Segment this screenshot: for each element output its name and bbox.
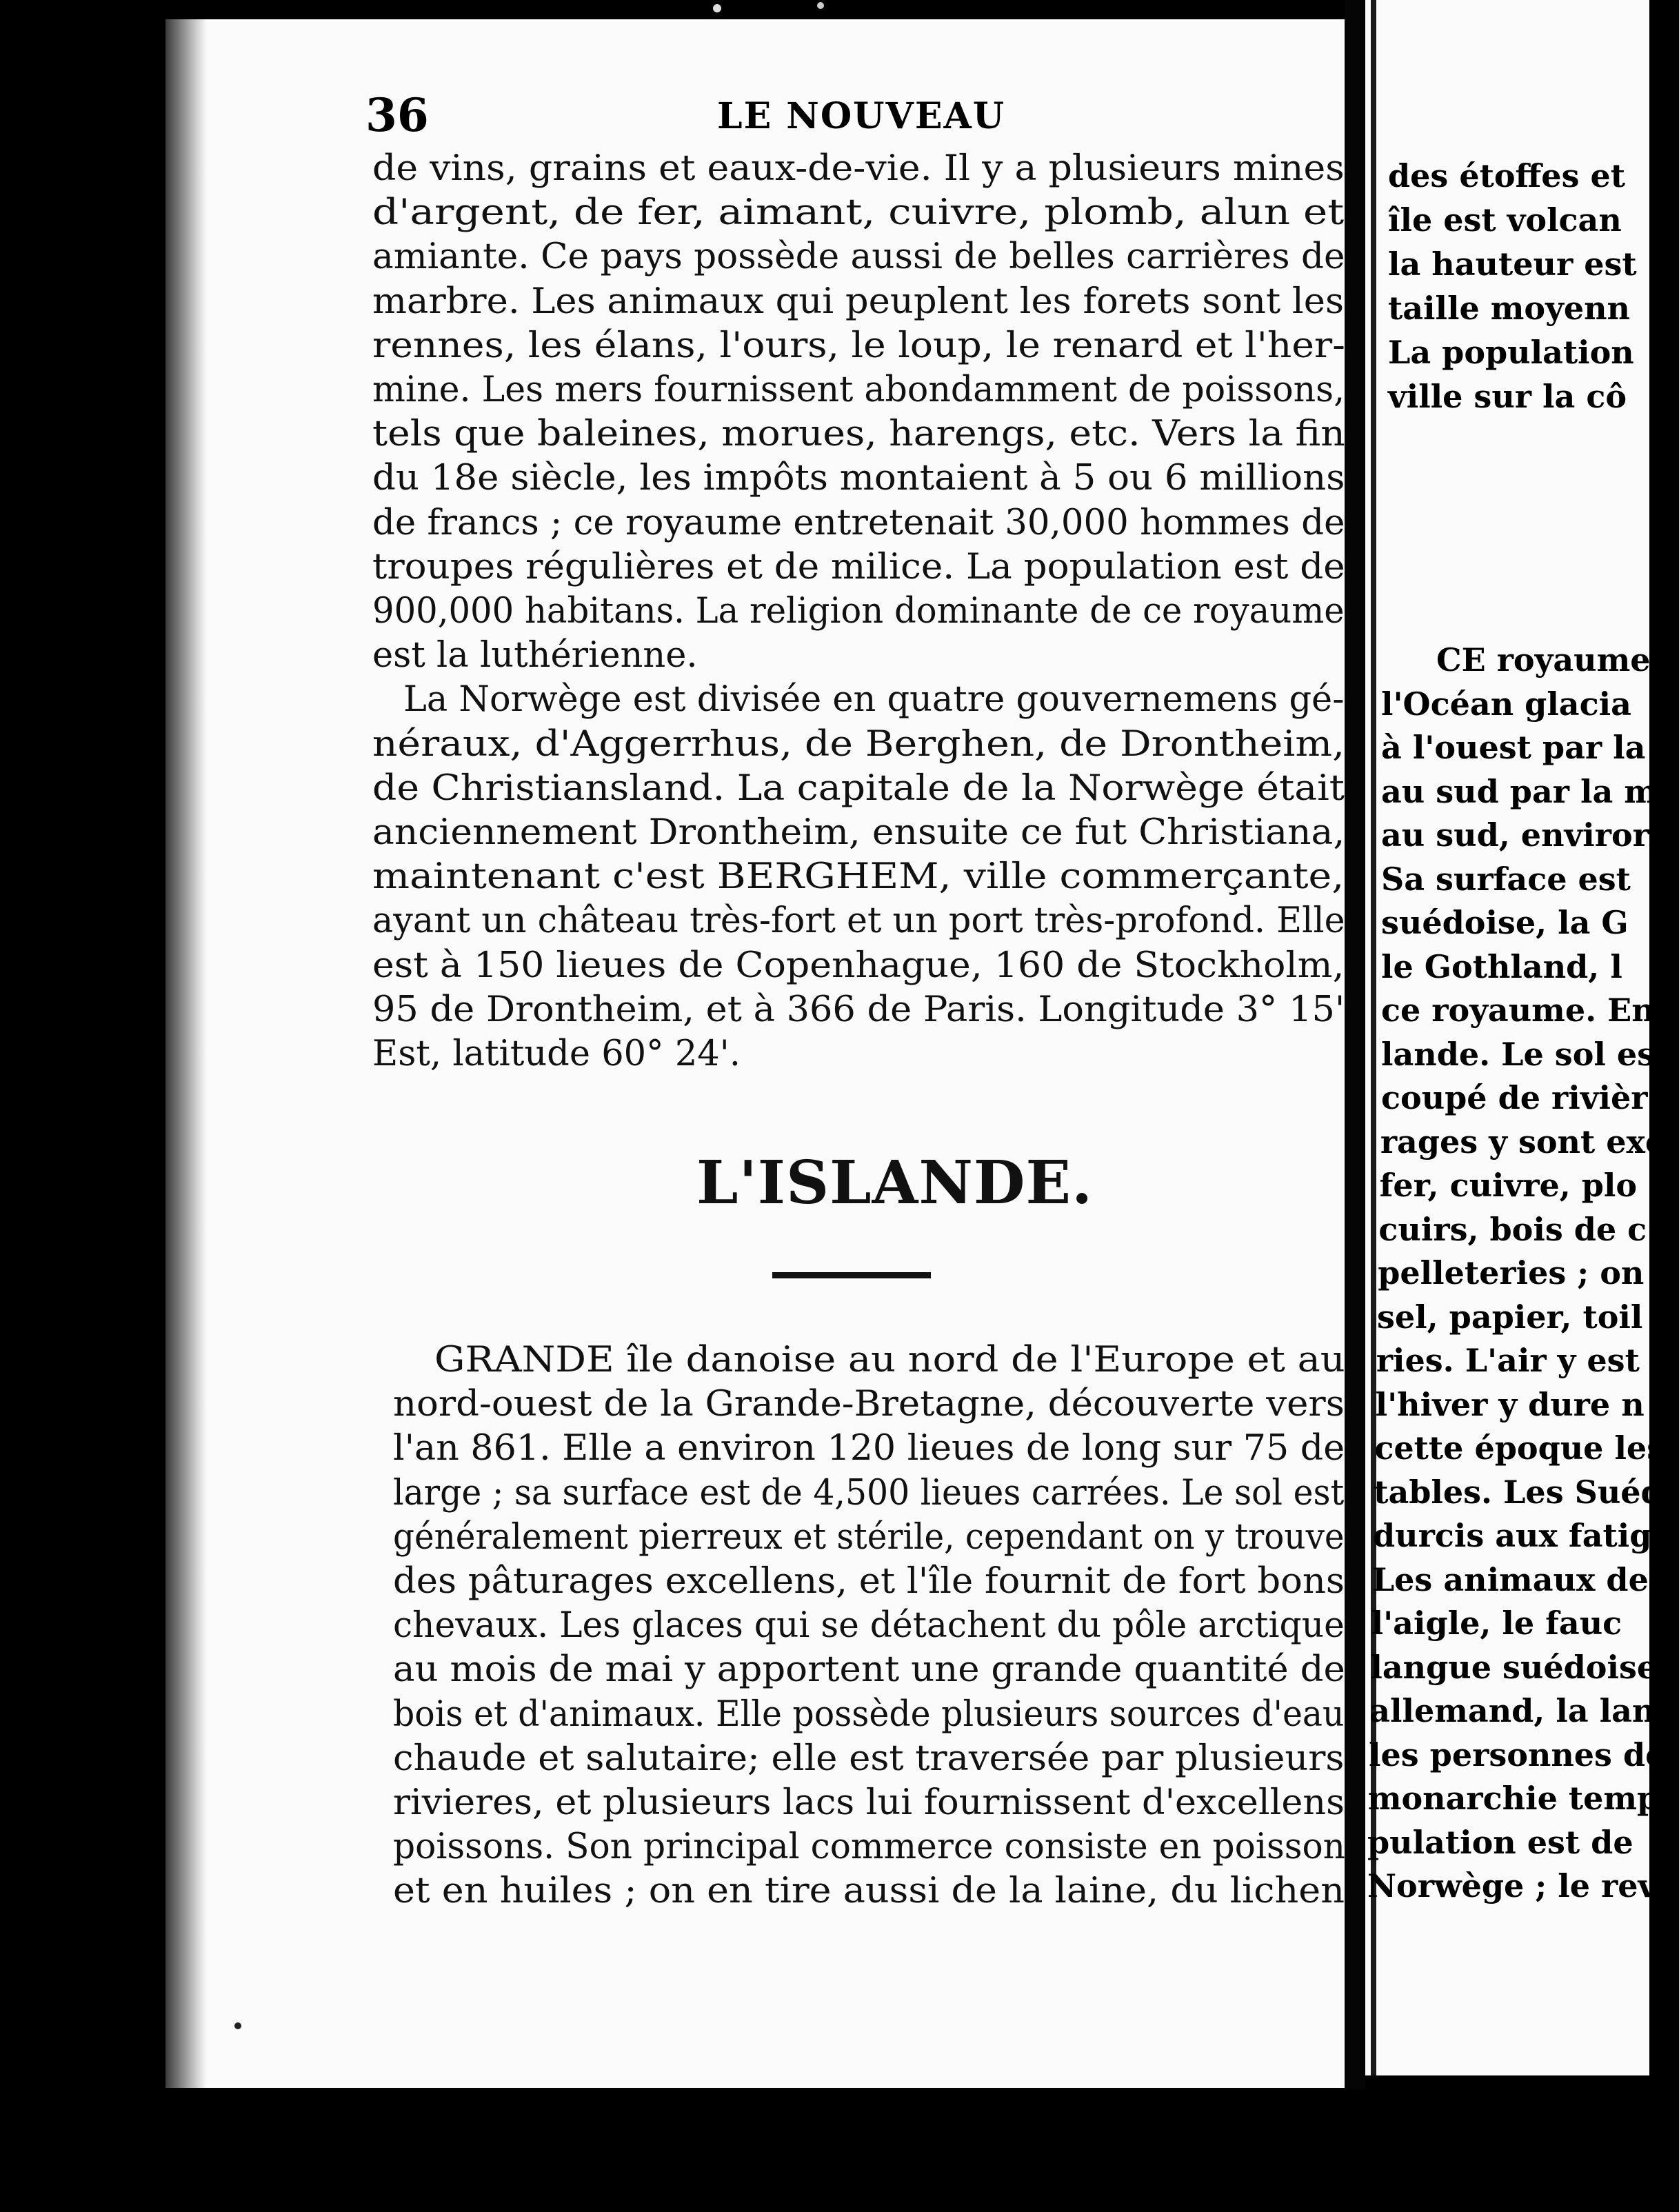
text-line: rivieres, et plusieurs lacs lui fournissent d'excellens	[393, 1782, 1345, 1823]
text-line: langue suédoise	[1370, 1648, 1658, 1686]
text-line: à l'ouest par la	[1381, 729, 1646, 766]
text-line: marbre. Les animaux qui peuplent les forets sont les	[372, 281, 1345, 322]
text-line: chaude et salutaire; elle est traversée par plusieurs	[393, 1738, 1345, 1779]
text-line: monarchie tempé	[1367, 1780, 1679, 1817]
text-line: mine. Les mers fournissent abondamment de poissons,	[372, 370, 1345, 410]
text-line: fer, cuivre, plo	[1379, 1167, 1638, 1204]
text-line: ville sur la cô	[1388, 378, 1627, 415]
text-line: les personnes de	[1369, 1736, 1666, 1773]
text-line: de francs ; ce royaume entretenait 30,000 hommes de	[372, 502, 1345, 543]
text-line: île est volcan	[1388, 201, 1622, 239]
text-line: troupes régulières et de milice. La population est de	[372, 546, 1345, 587]
text-line: chevaux. Les glaces qui se détachent du pôle arctique	[393, 1605, 1345, 1647]
text-line: de Christiansland. La capitale de la Norwège était	[372, 767, 1345, 809]
text-line: du 18e siècle, les impôts montaient à 5 ou 6 millions	[372, 458, 1345, 499]
text-line: au sud par la m	[1381, 772, 1658, 810]
section-heading: L'ISLANDE.	[696, 1148, 1094, 1218]
text-line: sel, papier, toil	[1377, 1298, 1643, 1336]
text-line: d'argent, de fer, aimant, cuivre, plomb, alun et	[372, 192, 1345, 234]
text-line: tels que baleines, morues, harengs, etc. Vers la fin	[372, 414, 1345, 455]
text-line: GRANDE île danoise au nord de l'Europe et au	[434, 1340, 1345, 1380]
text-line: est la luthérienne.	[372, 635, 698, 676]
text-line: de vins, grains et eaux-de-vie. Il y a plusieurs mines	[372, 148, 1345, 189]
text-line: Les animaux des	[1371, 1560, 1667, 1598]
page-number: 36	[365, 88, 429, 142]
text-line: au mois de mai y apportent une grande quantité de	[393, 1649, 1345, 1691]
heading-rule	[772, 1272, 931, 1278]
text-line: rennes, les élans, l'ours, le loup, le renard et l'her-	[372, 325, 1345, 366]
scan-bottom-border	[0, 2089, 1649, 2212]
text-line: coupé de rivièr	[1381, 1079, 1648, 1116]
text-line: au sud, enviror	[1381, 816, 1649, 854]
text-line: La Norwège est divisée en quatre gouvernemens gé-	[403, 679, 1345, 721]
text-line: des étoffes et	[1388, 157, 1625, 194]
text-line: anciennement Drontheim, ensuite ce fut Christiana,	[372, 812, 1345, 853]
text-line: pulation est de	[1367, 1823, 1633, 1861]
text-line: La population	[1388, 334, 1634, 371]
text-line: est à 150 lieues de Copenhague, 160 de Stockholm,	[372, 945, 1345, 986]
text-line: allemand, la lang	[1369, 1692, 1678, 1729]
text-line: amiante. Ce pays possède aussi de belles carrières de	[372, 237, 1345, 278]
text-line: Est, latitude 60° 24'.	[372, 1034, 741, 1074]
text-line: Sa surface est	[1381, 860, 1631, 898]
text-line: l'an 861. Elle a environ 120 lieues de long sur 75 de	[393, 1428, 1345, 1469]
text-line: rages y sont exc	[1380, 1123, 1665, 1160]
text-line: cette époque les	[1374, 1429, 1665, 1467]
speck	[713, 4, 721, 12]
text-line: cuirs, bois de c	[1378, 1210, 1647, 1248]
book-gutter	[1345, 0, 1365, 2212]
running-title: LE NOUVEAU	[717, 95, 1006, 137]
text-line: durcis aux fatigu	[1373, 1517, 1675, 1554]
page-header	[365, 76, 1331, 145]
text-line: ayant un château très-fort et un port très-profond. Elle	[372, 901, 1345, 942]
text-line: ries. L'air y est	[1376, 1342, 1640, 1379]
text-line: CE royaume	[1436, 641, 1651, 678]
text-line: ce royaume. En	[1381, 992, 1655, 1029]
text-line: l'hiver y dure n	[1375, 1385, 1645, 1423]
text-line: maintenant c'est BERGHEM, ville commerçante,	[372, 856, 1345, 898]
text-line: l'aigle, le fauc	[1371, 1605, 1622, 1642]
text-line: 95 de Drontheim, et à 366 de Paris. Longitude 3° 15'	[372, 989, 1345, 1030]
text-line: lande. Le sol es	[1381, 1035, 1656, 1073]
text-line: taille moyenn	[1388, 290, 1630, 327]
text-line: la hauteur est	[1388, 245, 1637, 283]
text-line: suédoise, la G	[1381, 904, 1629, 941]
speck	[817, 2, 824, 9]
text-line: 900,000 habitans. La religion dominante de ce royaume	[372, 591, 1345, 632]
text-line: l'Océan glacia	[1381, 685, 1631, 723]
left-page-edge-shadow	[165, 19, 207, 2088]
text-line: poissons. Son principal commerce consiste en poisson	[393, 1827, 1345, 1868]
text-line: Norwège ; le rev	[1367, 1867, 1657, 1904]
text-line: bois et d'animaux. Elle possède plusieurs sources d'eau	[393, 1693, 1345, 1735]
text-line: nord-ouest de la Grande-Bretagne, découverte vers	[393, 1384, 1345, 1425]
text-line: et en huiles ; on en tire aussi de la laine, du lichen	[393, 1871, 1345, 1912]
text-line: généralement pierreux et stérile, cependant on y trouve	[393, 1516, 1345, 1558]
text-line: des pâturages excellens, et l'île fournit de fort bons	[393, 1561, 1345, 1602]
text-line: pelleteries ; on y	[1378, 1254, 1674, 1291]
text-line: néraux, d'Aggerrhus, de Berghen, de Drontheim,	[372, 723, 1345, 765]
text-line: large ; sa surface est de 4,500 lieues carrées. Le sol est	[393, 1472, 1345, 1514]
text-line: le Gothland, l	[1381, 947, 1622, 985]
text-line: tables. Les Suéd	[1374, 1473, 1663, 1511]
right-page-text	[1367, 0, 1679, 2075]
